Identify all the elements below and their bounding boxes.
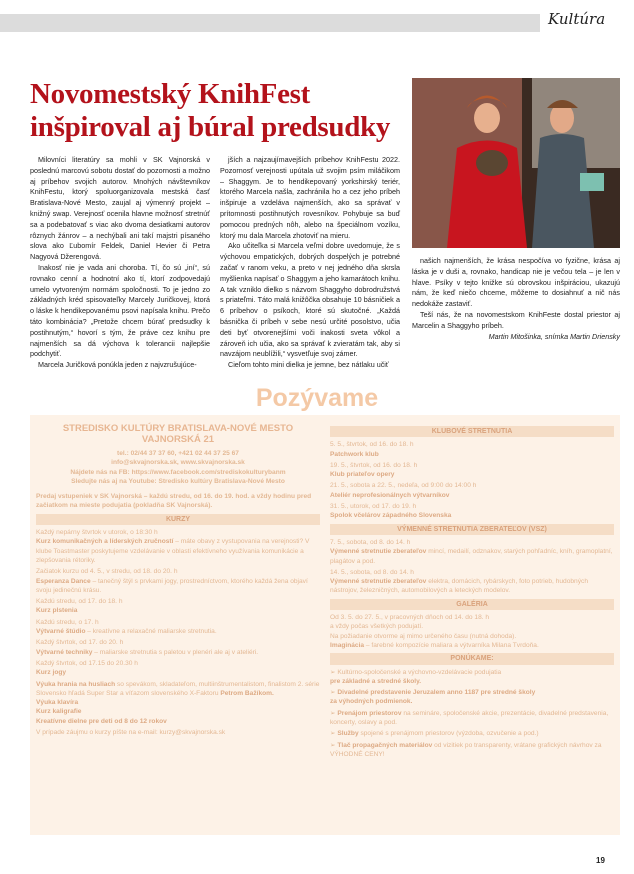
club-name: Ateliér neprofesionálnych výtvarníkov	[330, 491, 450, 499]
course-name: Kurz plstenia	[36, 607, 78, 615]
paragraph: Marcela Juričková ponúkla jeden z najvzrušujúce-	[38, 360, 197, 370]
club-item	[330, 502, 614, 521]
contact-block	[36, 449, 320, 486]
collectors-item	[330, 568, 614, 596]
event-box	[30, 415, 620, 835]
offer-name: Služby	[337, 730, 359, 738]
club-item	[330, 461, 614, 480]
club-name: Patchwork klub	[330, 450, 379, 458]
course-desc: so spevákom, skladateľom, multiinštrumentalistom, finalistom 2. série Slovensko hľadá Super Star a víťazom slovenského X-Faktoru	[36, 680, 320, 697]
course-time: Každý štvrtok, od 17. do 20. h	[36, 639, 124, 647]
paragraph: Ako učiteľka si Marcela veľmi dobre uvedomuje, že s výchovou empatických, dobrých dospelých je potrebné začať v ranom veku, a preto v nej jedného dňa skrsla myšlienka napísať o Shaggym a jeho kamarátoch knihu. A tak vzniklo dielko s názvom Shaggyho dobrodružstvá s priateľmi. Táto malá knižôčka obsahuje 10 básničiek a 6 príbehov o psíkoch, ktoré sú skutočné. „Každá básnička či príbeh v sebe nesú určité posolstvo, učia deti byť otvorenejšími voči inakosti sveta vôkol a zároveň ich učia, ako sa správať k zvieratám tak, aby si navzájom neublížili,“ vysvetľuje svoj zámer.	[220, 241, 400, 359]
paragraph: Cieľom tohto mini dielka je jemne, bez nátlaku učiť	[228, 360, 389, 370]
collectors-header: VÝMENNÉ STRETNUTIA ZBERATEĽOV (VSZ)	[330, 524, 614, 535]
studio-line-1: STREDISKO KULTÚRY BRATISLAVA-NOVÉ MESTO	[62, 423, 294, 434]
email-web-link[interactable]: info@skvajnorska.sk, www.skvajnorska.sk	[111, 459, 245, 467]
course-time: Každú stredu, od 17. do 18. h	[36, 598, 123, 606]
gallery-header: GALÉRIA	[330, 599, 614, 610]
article-title	[30, 78, 410, 144]
studio-name	[36, 423, 320, 445]
course-name: Výtvarné techniky	[36, 648, 93, 656]
club-time: 5. 5., štvrtok, od 16. do 18. h	[330, 441, 414, 449]
offer-item	[330, 688, 614, 707]
course-time: Každý štvrtok, od 17.15 do 20.30 h	[36, 659, 138, 667]
course-time: Každú stredu, o 17. h	[36, 618, 99, 626]
collectors-name: Výmenné stretnutie zberateľov	[330, 578, 427, 586]
course-desc: – tanečný štýl s prvkami jogy, prostredníctvom, ktorého každá žena objaví svoju jedinečnú krásu.	[36, 577, 308, 594]
photo-illustration	[412, 78, 620, 248]
club-name: Klub priateľov opery	[330, 471, 395, 479]
article-column-1	[30, 155, 210, 371]
gallery-name: Imaginácia	[330, 641, 365, 649]
course-time: Každý nepárny štvrtok v utorok, o 18:30 h	[36, 529, 158, 537]
article-photo	[412, 78, 620, 248]
club-header: KLUBOVÉ STRETNUTIA	[330, 426, 614, 437]
club-item	[330, 481, 614, 500]
offer-header: PONÚKAME:	[330, 653, 614, 664]
facebook-link[interactable]: Nájdete nás na FB: https://www.facebook.com/strediskokulturybanm	[70, 468, 286, 476]
offer-name: Prenájom priestorov	[337, 709, 402, 717]
offer-name: Divadelné predstavenie Jeruzalem anno 1187 pre stredné školy	[337, 689, 536, 697]
title-line-1: Novomestský KnihFest	[30, 78, 310, 110]
course-item	[36, 618, 320, 637]
phone: tel.: 02/44 37 37 60, +421 02 44 37 25 67	[117, 450, 239, 457]
title-line-2: inšpiroval aj búral predsudky	[30, 111, 391, 143]
paragraph: Teší nás, že na novomestskom KnihFeste dostal priestor aj Marcelin a Shaggyho príbeh.	[412, 309, 620, 330]
offer-text: od vizitiek po transparenty, vrátane grafických návrhov za VÝHODNÉ CENY!	[330, 741, 602, 758]
ticket-sale-info: Predaj vstupeniek v SK Vajnorská – každú stredu, od 16. do 19. hod. a vždy hodinu pred začiatkom na mieste podujatia (pokladňa SK Vajnorská).	[36, 493, 312, 510]
course-item	[36, 659, 320, 678]
course-name: Výuka hrania na husliach	[36, 680, 116, 688]
club-item	[330, 440, 614, 459]
course-item	[36, 567, 320, 595]
studio-line-2: VAJNORSKÁ 21	[141, 434, 215, 445]
course-name: Kreatívne dielne pre deti od 8 do 12 rokov	[36, 717, 167, 725]
article-column-3	[412, 256, 620, 342]
offer-item	[330, 668, 614, 687]
gallery-item	[330, 613, 614, 650]
events-left-column	[36, 423, 320, 739]
course-name: Výuka klavíra	[36, 699, 79, 707]
course-desc: – máte obavy z vystupovania na verejnosti? V klube Toastmaster poskytujeme vzdelávanie v oblasti efektívneho využívania komunikácie a zlepšovania rétoriky.	[36, 538, 310, 564]
collectors-desc: elektra, domácich, rybárskych, foto potrieb, hudobných nástrojov, železničných, automobilových a leteckých modelov.	[330, 578, 588, 595]
offer-item	[330, 709, 614, 728]
collectors-name: Výmenné stretnutie zberateľov	[330, 548, 427, 556]
club-time: 19. 5., štvrtok, od 16. do 18. h	[330, 461, 418, 469]
offer-item	[330, 729, 614, 738]
invite-title: Pozývame	[255, 384, 379, 412]
article-column-2	[220, 155, 400, 371]
club-time: 31. 5., utorok, od 17. do 19. h	[330, 503, 417, 511]
course-item	[36, 638, 320, 657]
course-item	[36, 528, 320, 565]
course-name: Kurz jogy	[36, 669, 67, 677]
courses-header: KURZY	[36, 514, 320, 525]
course-teacher: Petrom Bažíkom.	[220, 689, 274, 697]
courses-contact: V prípade záujmu o kurzy píšte na e-mail: kurzy@skvajnorska.sk	[36, 729, 226, 737]
youtube-link[interactable]: Sledujte nás aj na Youtube: Stredisko kultúry Bratislava-Nové Mesto	[71, 477, 285, 485]
course-name: Kurz kaligrafie	[36, 708, 82, 716]
collectors-desc: mincí, medailí, odznakov, starých pohľadníc, kníh, gramoplatní, plagátov a pod.	[330, 548, 613, 565]
collectors-item	[330, 538, 614, 566]
photo-credit: Martin Mitošinka, snímka Martin Driensky	[488, 331, 620, 341]
paragraph: našich najmenších, že krása nespočíva vo fyzične, krása aj láska je v duši a, rovnako, handicap nie je večou tela – je len v hlave. Psíky v tejto knižke sú obrovskou inšpiráciou, ukazujú nám, že keď niečo chceme, môžeme to dosiahnuť a nič nás nedokáže zastaviť.	[412, 256, 620, 309]
paragraph: Milovníci literatúry sa mohli v SK Vajnorská v poslednú marcovú sobotu dostať do pozornosti a možno aj príbehov svojich autorov. Mnohých návštevníkov KnihFestu, ktorý spoluorganizovala mestská časť Bratislava-Nové Mesto, zaujal aj výmenný projekt – knižný swap. Verejnosť ocenila hlavne možnosť stretnúť sa a podebatovať s viac ako dvoma desiatkami autorov rôznych žánrov – a nechýbali ani takí majstri písaného slova ako Ľubomír Feldek, Daniel Hevier či Petra Nagyová Džerengová.	[30, 155, 210, 262]
club-name: Spolok včelárov západného Slovenska	[330, 512, 452, 520]
offer-name: za výhodných podmienok.	[330, 698, 413, 706]
course-desc: – maliarske stretnutia s paletou v plenéri ale aj v ateliéri.	[92, 648, 259, 656]
section-label: Kultúra	[548, 10, 606, 28]
paragraph: jších a najzaujímavejších príbehov KnihFestu 2022. Pozornosť verejnosti upútala už svojim psím miláčikom – Shaggym. Je to hendikepovaný yorkshirský teriér, ktorého Marcela našla, zachránila ho a cez jeho príbeh inšpiruje a vzdeláva najmenších, ako sa správať v prítomnosti postihnutých rovesníkov. Pohybuje sa buď pomocou predných nôh, alebo na špeciálnom vozíku, ktorý mu dala Marcela zhotoviť na mieru.	[220, 155, 400, 240]
offer-text: spojené s prenájmom priestorov (výzdoba, ozvučenie a pod.)	[358, 730, 539, 738]
course-name: Výtvarné štúdio	[36, 628, 86, 636]
paragraph: Inakosť nie je vada ani choroba. Tí, čo sú „iní“, sú rovnako cenní a hodnotní ako tí, ktorí zodpovedajú umelo vytvoreným normám spoločnosti. To je jedno zo základných kréd spisovateľky Marcely Juričkovej, ktorá o láske k hendikepovanému psovi napísala knihu. Prečo táto kombinácia? „Pretože chcem búrať predsudky k postihnutým,“ hovorí s tým, že práve cez knihu pre najmenších sa dá výchova k tolerancii najlepšie podchytiť.	[30, 262, 210, 359]
course-item	[36, 597, 320, 616]
offer-name: Tlač propagačných materiálov	[337, 741, 433, 749]
gallery-note: Na požiadanie otvorme aj mimo určeného času (nutná dohoda).	[330, 632, 517, 640]
collectors-time: 7. 5., sobota, od 8. do 14. h	[330, 538, 411, 546]
offer-text: Kultúrno-spoločenské a výchovno-vzdelávacie podujatia	[337, 668, 502, 676]
collectors-time: 14. 5., sobota, od 8. do 14. h	[330, 568, 414, 576]
gallery-note: a vždy počas všetkých podujatí.	[330, 623, 424, 631]
offer-text: na semináre, spoločenské akcie, prezentácie, divadelné predstavenia, koncerty, oslavy a pod.	[330, 709, 609, 727]
offer-item	[330, 741, 614, 760]
course-time: Začiatok kurzu od 4. 5., v stredu, od 18. do 20. h	[36, 568, 178, 576]
course-item	[36, 680, 320, 726]
course-name: Esperanza Dance	[36, 577, 91, 585]
events-right-column	[330, 423, 614, 761]
course-name: Kurz komunikačných a líderských zručností	[36, 538, 174, 546]
offer-name: pre základné a stredné školy.	[330, 677, 422, 685]
header-band	[0, 14, 540, 32]
course-desc: – kreatívne a relaxačné maliarske stretnutia.	[85, 628, 217, 636]
gallery-desc: – farebné kompozície maliara a výtvarníka Milana Tvrdoňa.	[364, 641, 539, 649]
gallery-time: Od 3. 5. do 27. 5., v pracovných dňoch od 14. do 18. h	[330, 614, 490, 622]
page-number: 19	[596, 856, 605, 865]
club-time: 21. 5., sobota a 22. 5., nedeľa, od 9:00 do 14:00 h	[330, 482, 477, 490]
